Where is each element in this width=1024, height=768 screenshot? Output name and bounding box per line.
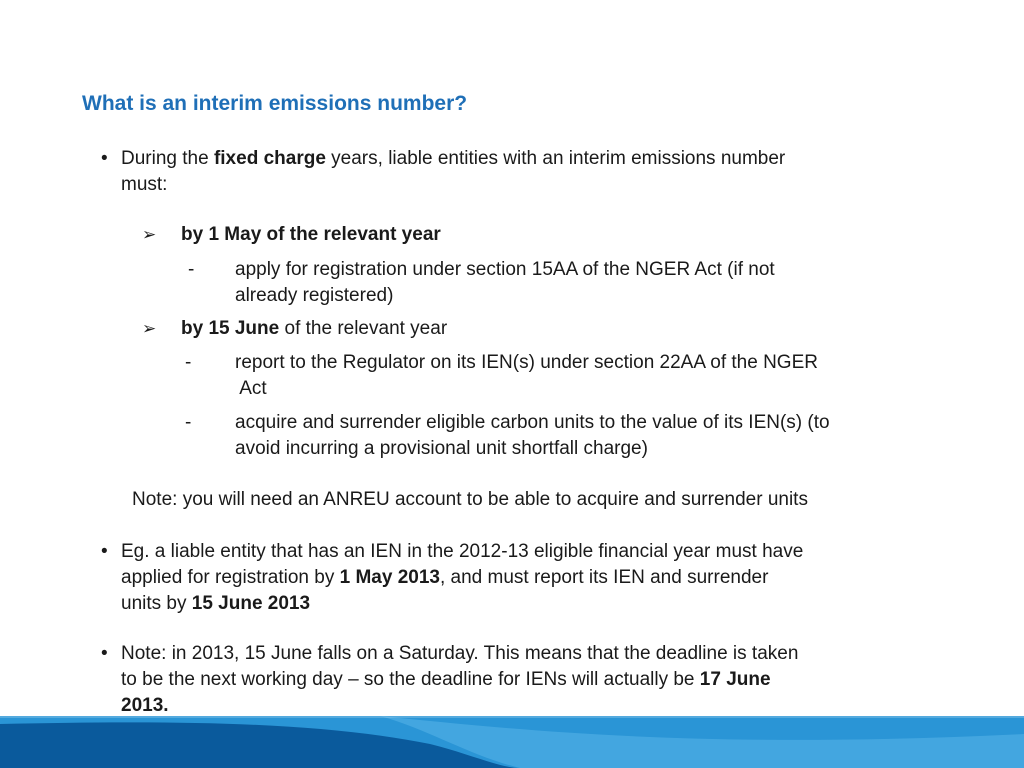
bullet1-line2: must:: [121, 174, 168, 195]
sub2-item2-line2: avoid incurring a provisional unit shortfall charge): [235, 438, 648, 459]
anreu-note: Note: you will need an ANREU account to be able to acquire and surrender units: [132, 489, 808, 510]
bullet1-line1: During the fixed charge years, liable entities with an interim emissions number: [121, 148, 786, 169]
sub2-item2-line1: acquire and surrender eligible carbon units to the value of its IEN(s) (to: [235, 412, 830, 433]
bullet2-line2: applied for registration by 1 May 2013, and must report its IEN and surrender: [121, 567, 769, 588]
bullet3-line3: 2013.: [121, 695, 169, 716]
bullet3-line2: to be the next working day – so the deadline for IENs will actually be 17 June: [121, 669, 771, 690]
sub2-heading: by 15 June of the relevant year: [181, 318, 448, 339]
bullet3-line1: Note: in 2013, 15 June falls on a Saturday. This means that the deadline is taken: [121, 643, 799, 664]
arrow-bullet-icon: ➢: [142, 225, 157, 244]
sub2-item1-line1: report to the Regulator on its IEN(s) under section 22AA of the NGER: [235, 352, 818, 373]
sub2-item1-line2: Act: [235, 378, 267, 399]
bullet-icon: •: [101, 541, 108, 562]
sub1-item1-line2: already registered): [235, 285, 394, 306]
sub1-item1-line1: apply for registration under section 15AA of the NGER Act (if not: [235, 259, 775, 280]
dash-icon: -: [185, 412, 192, 433]
slide-title: What is an interim emissions number?: [82, 92, 468, 115]
footer-wave-decoration: [0, 716, 1024, 768]
bullet2-line1: Eg. a liable entity that has an IEN in the 2012-13 eligible financial year must have: [121, 541, 804, 562]
bullet-icon: •: [101, 643, 108, 664]
arrow-bullet-icon: ➢: [142, 319, 157, 338]
dash-icon: -: [188, 259, 195, 280]
bullet-icon: •: [101, 148, 108, 169]
sub1-heading: by 1 May of the relevant year: [181, 224, 441, 245]
bullet2-line3: units by 15 June 2013: [121, 593, 311, 614]
dash-icon: -: [185, 352, 192, 373]
